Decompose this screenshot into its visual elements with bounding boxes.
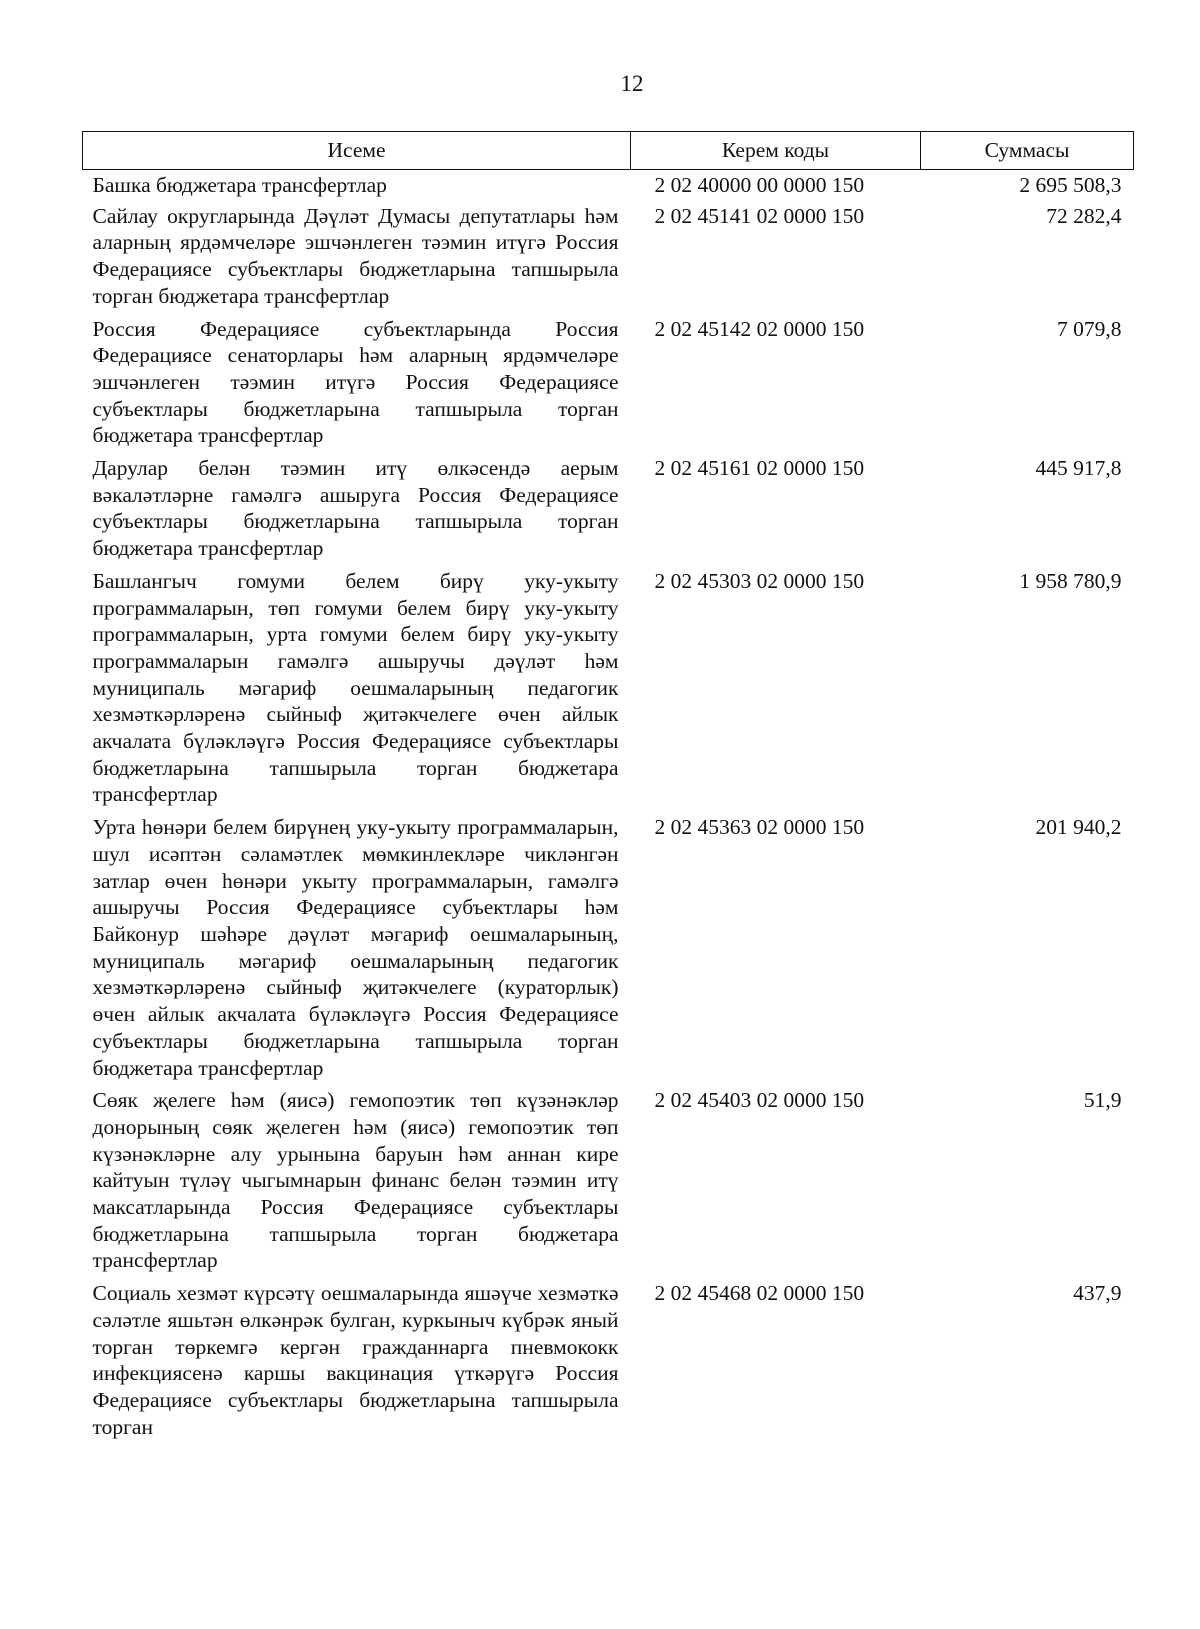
row-name: Башка бюджетара трансфертлар: [92, 173, 387, 197]
header-name: Исеме: [83, 132, 631, 170]
row-amount: 72 282,4: [1046, 203, 1122, 228]
table-row: [83, 170, 1134, 203]
table-row: [83, 814, 1134, 1087]
row-amount: 51,9: [1083, 1088, 1122, 1113]
row-amount: 7 079,8: [1057, 316, 1122, 341]
budget-table: [82, 131, 1134, 1446]
row-name: Россия Федерациясе субъектларында Россия Федерациясе сенаторлары һәм аларның ярдәмчеләре эшчәнлеген тәэмин итүгә Россия Федерациясе субъектлары бюджетларына тапшырыла торган бюджетара трансфертлар: [92, 316, 619, 448]
header-amount: Суммасы: [921, 132, 1134, 170]
row-code: 2 02 45142 02 0000 150: [654, 316, 865, 341]
row-code: 2 02 45303 02 0000 150: [654, 568, 865, 593]
row-amount: 1 958 780,9: [1019, 568, 1122, 593]
row-amount: 445 917,8: [1035, 456, 1122, 481]
row-code: 2 02 45363 02 0000 150: [654, 815, 865, 840]
table-row: [83, 455, 1134, 568]
table-row: [83, 203, 1134, 316]
row-amount: 201 940,2: [1035, 815, 1122, 840]
header-code: Керем коды: [631, 132, 921, 170]
row-code: 2 02 45403 02 0000 150: [654, 1088, 865, 1113]
row-name: Урта һөнәри белем бирүнең уку-укыту программаларын, шул исәптән сәламәтлек мөмкинлекләре чикләнгән затлар өчен һөнәри укыту программаларын, гамәлгә ашыручы Россия Федерациясе субъектлары һәм Байконур шәһәре дәүләт мәгариф оешмаларының, муниципаль мәгариф оешмаларының педагогик хезмәткәрләренә сыйныф җитәкчелеге (кураторлык) өчен айлык акчалата бүләкләүгә Россия Федерациясе субъектлары бюджетларына тапшырыла торган бюджетара трансфертлар: [92, 815, 619, 1080]
table-row: [83, 1087, 1134, 1280]
row-code: 2 02 40000 00 0000 150: [654, 173, 865, 197]
row-name: Сайлау округларында Дәүләт Думасы депутатлары һәм аларның ярдәмчеләре эшчәнлеген тәэмин итүгә Россия Федерациясе субъектлары бюджетларына тапшырыла торган бюджетара трансфертлар: [92, 203, 619, 308]
row-code: 2 02 45468 02 0000 150: [654, 1281, 865, 1306]
table-row: [83, 316, 1134, 456]
page-number: 12: [620, 71, 644, 96]
row-amount: 2 695 508,3: [1019, 173, 1122, 197]
row-name: Башлангыч гомуми белем бирү уку-укыту программаларын, төп гомуми белем бирү уку-укыту программаларын, урта гомуми белем бирү уку-укыту программаларын гамәлгә ашыручы дәүләт һәм муниципаль мәгариф оешмаларының педагогик хезмәткәрләренә сыйныф җитәкчелеге өчен айлык акчалата бүләкләүгә Россия Федерациясе субъектлары бюджетларына тапшырыла торган бюджетара трансфертлар: [92, 568, 619, 807]
table-row: [83, 568, 1134, 814]
row-name: Сөяк җелеге һәм (яисә) гемопоэтик төп күзәнәкләр донорының сөяк җелеген һәм (яисә) гемопоэтик төп күзәнәкләрне алу урынына баруын һәм аннан кире кайтуын түләү чыгымнарын финанс белән тәэмин итү максатларында Россия Федерациясе субъектлары бюджетларына тапшырыла торган бюджетара трансфертлар: [92, 1088, 619, 1273]
table-row: [83, 1280, 1134, 1446]
row-code: 2 02 45161 02 0000 150: [654, 456, 865, 481]
row-name: Дарулар белән тәэмин итү өлкәсендә аерым вәкаләтләрне гамәлгә ашыруга Россия Федерациясе субъектлары бюджетларына тапшырыла торган бюджетара трансфертлар: [92, 456, 619, 561]
row-name: Социаль хезмәт күрсәтү оешмаларында яшәүче хезмәткә сәләтле яшьтән өлкәнрәк булган, куркыныч күбрәк яный торган төркемгә кергән гражданнарга пневмококк инфекциясенә каршы вакцинация үткәрүгә Россия Федерациясе субъектлары бюджетларына тапшырыла торган: [92, 1281, 619, 1439]
row-code: 2 02 45141 02 0000 150: [654, 203, 865, 228]
table-header-row: [83, 132, 1134, 170]
row-amount: 437,9: [1073, 1281, 1122, 1306]
